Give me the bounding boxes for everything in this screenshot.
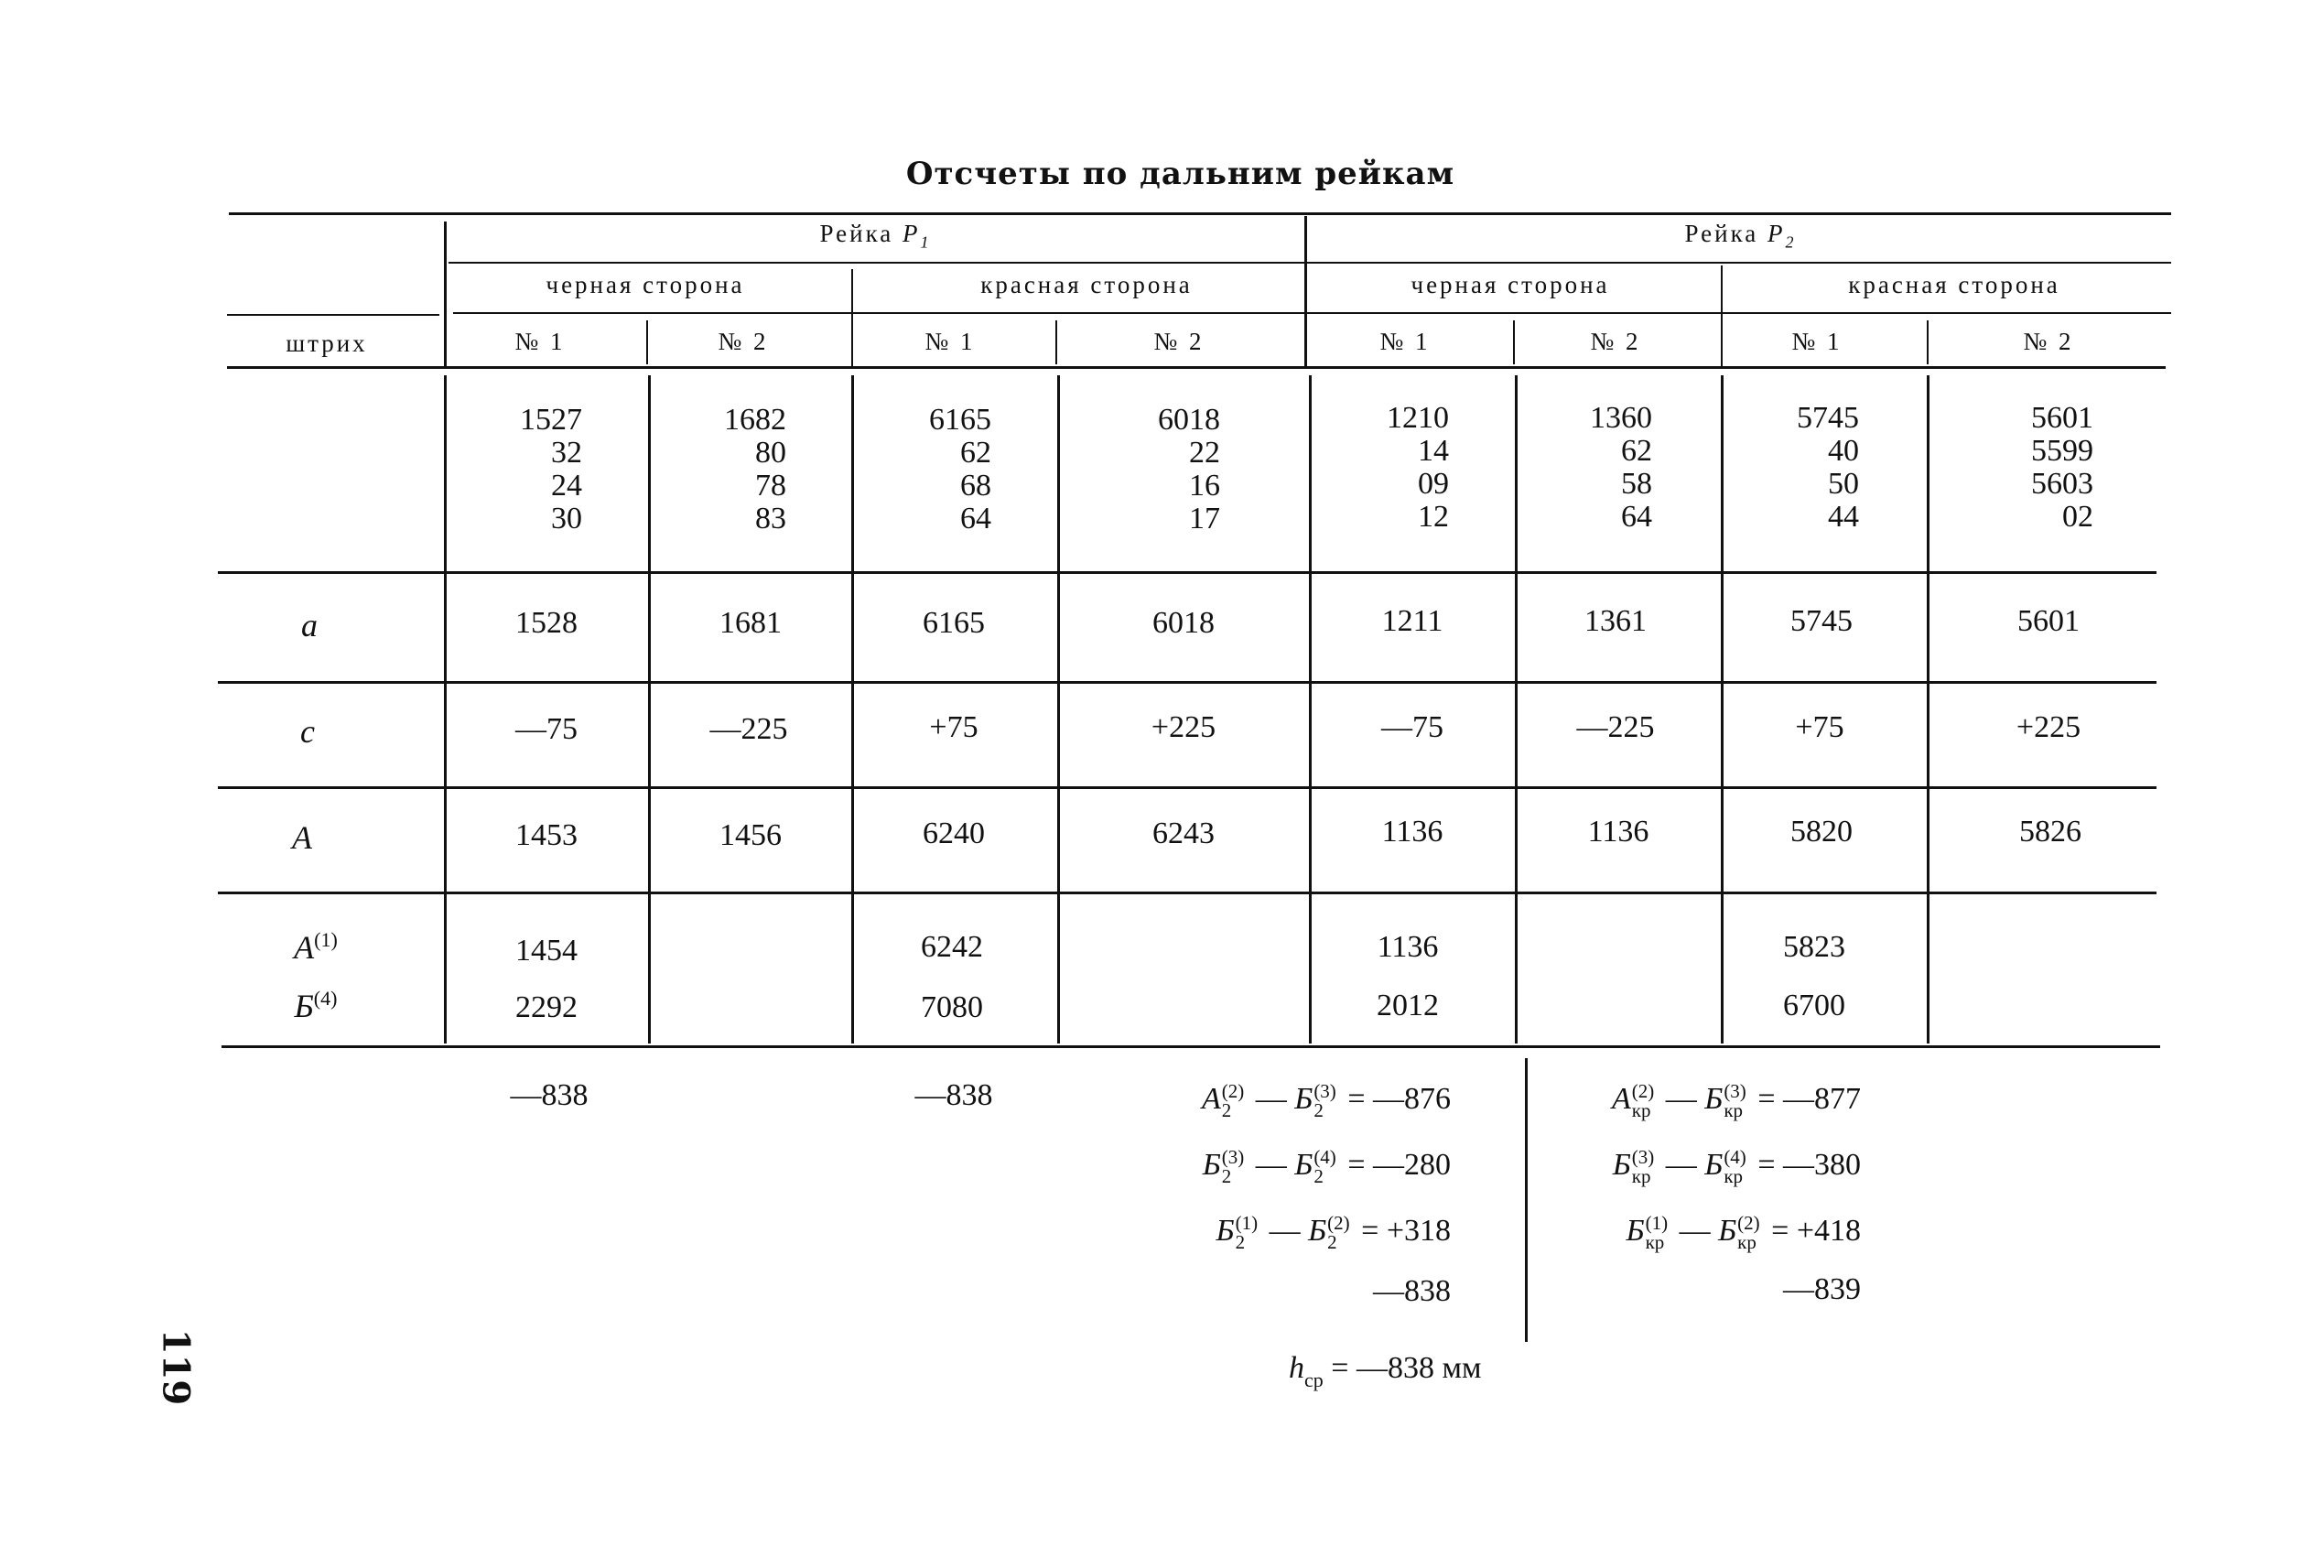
- reading-cell: 64: [960, 502, 991, 535]
- header-divider-no4: [1927, 320, 1929, 364]
- stroke-header: штрих: [286, 330, 368, 357]
- rail-1-red-side: красная сторона: [980, 271, 1193, 298]
- rail1-black-no1: № 1: [514, 328, 566, 355]
- rail1-black-no2: № 2: [718, 328, 769, 355]
- reading-cell: 12: [1418, 500, 1449, 534]
- column-divider-1: [648, 375, 651, 1044]
- reading-cell: 68: [960, 469, 991, 503]
- reading-cell: 80: [755, 436, 786, 470]
- column-divider-6: [1721, 375, 1724, 1044]
- a-cell: 6165: [923, 606, 985, 640]
- A-row-bottom-rule: [218, 892, 2156, 894]
- readings-col-3: [929, 404, 991, 535]
- reading-cell: 30: [551, 502, 582, 535]
- reading-cell: 64: [1621, 500, 1652, 534]
- c-cell: +225: [2016, 710, 2081, 744]
- difference-red: —838: [914, 1078, 993, 1112]
- reading-cell: 44: [1828, 500, 1859, 534]
- mean-height-result: $h_{ср}$ = —838 мм: [1289, 1351, 1482, 1391]
- column-divider-5: [1515, 375, 1518, 1044]
- A-cell: 5820: [1790, 815, 1853, 849]
- B4-cell: 2292: [515, 990, 578, 1024]
- formula-right-3: Б (1) кр — Б (2) кр = +418: [1626, 1212, 1861, 1254]
- reading-cell: 09: [1418, 467, 1449, 501]
- rail2-black-no2: № 2: [1590, 328, 1641, 355]
- B4-cell: 2012: [1377, 989, 1439, 1022]
- column-divider-3: [1057, 375, 1060, 1044]
- row-label-B4: $Б^{(4)}$: [294, 987, 338, 1024]
- header-divider-no1: [646, 320, 648, 364]
- reading-cell: 24: [551, 469, 582, 503]
- stroke-header-rule: [227, 314, 439, 316]
- a-row-bottom-rule: [218, 681, 2156, 684]
- rail-1-black-side: черная сторона: [546, 271, 745, 298]
- rail-2-red-side: красная сторона: [1848, 271, 2060, 298]
- column-divider-2: [851, 375, 854, 1044]
- reading-cell: 62: [1621, 434, 1652, 468]
- reading-cell: 6018: [1158, 403, 1220, 437]
- reading-cell: 58: [1621, 467, 1652, 501]
- A-cell: 1136: [1587, 815, 1649, 849]
- readings-bottom-rule: [218, 571, 2156, 574]
- sum-left: —838: [1373, 1274, 1451, 1308]
- a-cell: 6018: [1152, 606, 1215, 640]
- header-divider-no3: [1513, 320, 1515, 364]
- side-header-rule: [453, 312, 2171, 314]
- reading-cell: 40: [1828, 434, 1859, 468]
- a-cell: 1681: [719, 606, 782, 640]
- sum-right: —839: [1783, 1272, 1861, 1306]
- formula-right-1: A (2) кр — Б (3) кр = —877: [1611, 1080, 1861, 1122]
- A1-cell: 6242: [921, 930, 983, 964]
- reading-cell: 14: [1418, 434, 1449, 468]
- c-cell: —75: [515, 712, 578, 746]
- rail-header-rule: [449, 262, 2171, 264]
- header-divider-side2: [1721, 265, 1723, 366]
- reading-cell: 5745: [1797, 401, 1859, 435]
- header-divider-left: [444, 222, 447, 366]
- reading-cell: 1210: [1387, 401, 1449, 435]
- reading-cell: 22: [1189, 436, 1220, 470]
- A1-cell: 1454: [515, 934, 578, 968]
- a-cell: 1361: [1584, 604, 1647, 638]
- reading-cell: 02: [2062, 500, 2093, 534]
- header-divider-rail: [1304, 216, 1307, 366]
- readings-col-1: [520, 404, 582, 535]
- header-divider-no2: [1055, 320, 1057, 364]
- reading-cell: 17: [1189, 502, 1220, 535]
- rail2-red-no1: № 1: [1791, 328, 1843, 355]
- c-row-bottom-rule: [218, 786, 2156, 789]
- A-cell: 6243: [1152, 816, 1215, 850]
- header-bottom-rule: [227, 366, 2166, 369]
- row-label-A1: $A^{(1)}$: [294, 928, 338, 966]
- A-cell: 1453: [515, 818, 578, 852]
- reading-cell: 6165: [929, 403, 991, 437]
- column-divider-0: [444, 375, 447, 1044]
- difference-black: —838: [510, 1078, 589, 1112]
- reading-cell: 1527: [520, 403, 582, 437]
- row-label-a: a: [301, 607, 318, 643]
- formula-separator: [1525, 1058, 1528, 1342]
- reading-cell: 16: [1189, 469, 1220, 503]
- reading-cell: 78: [755, 469, 786, 503]
- rail2-red-no2: № 2: [2023, 328, 2074, 355]
- reading-cell: 62: [960, 436, 991, 470]
- A-cell: 1136: [1381, 815, 1443, 849]
- c-cell: —225: [1576, 710, 1655, 744]
- rail1-red-no2: № 2: [1153, 328, 1205, 355]
- formula-left-3: Б (1) 2 — Б (2) 2 = +318: [1216, 1212, 1451, 1254]
- a-cell: 5745: [1790, 604, 1853, 638]
- readings-col-8: [2031, 402, 2093, 534]
- c-cell: —75: [1381, 710, 1443, 744]
- A-cell: 6240: [923, 816, 985, 850]
- B4-cell: 7080: [921, 990, 983, 1024]
- reading-cell: 5601: [2031, 401, 2093, 435]
- a-cell: 1211: [1381, 604, 1443, 638]
- a-cell: 5601: [2017, 604, 2080, 638]
- c-cell: —225: [709, 712, 788, 746]
- B4-cell: 6700: [1783, 989, 1845, 1022]
- reading-cell: 5599: [2031, 434, 2093, 468]
- reading-cell: 5603: [2031, 467, 2093, 501]
- readings-col-4: [1158, 404, 1220, 535]
- A1-cell: 5823: [1783, 930, 1845, 964]
- reading-cell: 1682: [724, 403, 786, 437]
- A-cell: 5826: [2019, 815, 2081, 849]
- formula-left-1: A (2) 2 — Б (3) 2 = —876: [1201, 1080, 1451, 1122]
- row-label-c: c: [300, 713, 315, 750]
- rail-2-header: Рейка $P_2$: [1684, 220, 1794, 252]
- rail-2-black-side: черная сторона: [1411, 271, 1610, 298]
- readings-col-5: [1387, 402, 1449, 534]
- formula-right-2: Б (3) кр — Б (4) кр = —380: [1612, 1146, 1861, 1188]
- column-divider-7: [1927, 375, 1929, 1044]
- a-cell: 1528: [515, 606, 578, 640]
- readings-col-6: [1590, 402, 1652, 534]
- table-bottom-rule: [222, 1045, 2160, 1048]
- column-divider-4: [1309, 375, 1312, 1044]
- row-label-A: A: [292, 819, 312, 856]
- rail2-black-no1: № 1: [1379, 328, 1431, 355]
- page-title: Отсчеты по дальним рейкам: [905, 156, 1455, 192]
- A-cell: 1456: [719, 818, 782, 852]
- rail-1-header: Рейка $P_1$: [819, 220, 929, 252]
- A1-cell: 1136: [1377, 930, 1439, 964]
- table-top-rule: [229, 212, 2171, 215]
- c-cell: +75: [929, 710, 978, 744]
- reading-cell: 32: [551, 436, 582, 470]
- readings-col-2: [724, 404, 786, 535]
- readings-col-7: [1797, 402, 1859, 534]
- page-number: 119: [154, 1328, 198, 1406]
- c-cell: +75: [1795, 710, 1844, 744]
- header-divider-side1: [851, 269, 853, 366]
- reading-cell: 1360: [1590, 401, 1652, 435]
- reading-cell: 50: [1828, 467, 1859, 501]
- formula-left-2: Б (3) 2 — Б (4) 2 = —280: [1202, 1146, 1451, 1188]
- c-cell: +225: [1151, 710, 1216, 744]
- reading-cell: 83: [755, 502, 786, 535]
- rail1-red-no1: № 1: [924, 328, 976, 355]
